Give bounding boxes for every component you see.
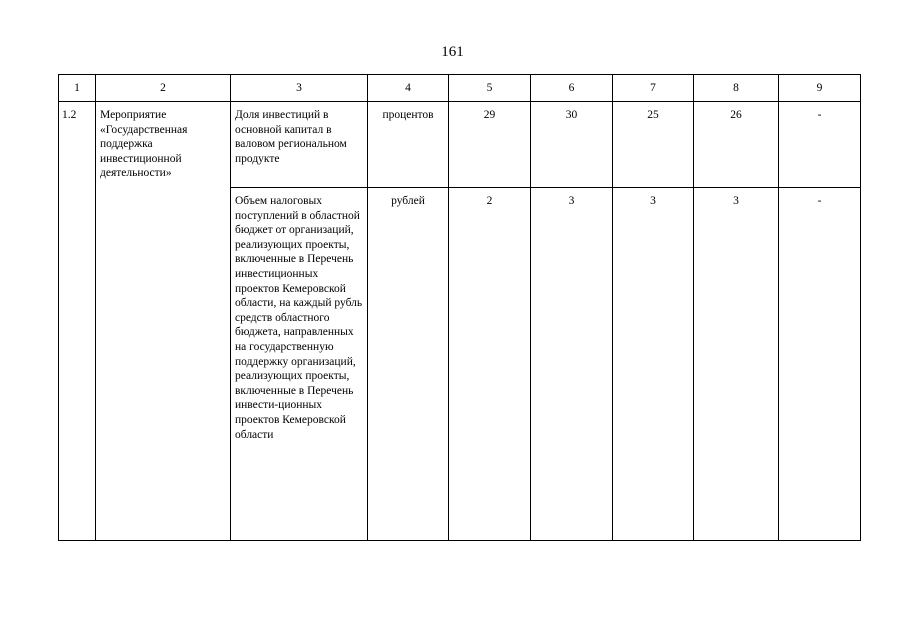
header-cell-8: 8: [694, 75, 779, 102]
value-cell-5: [449, 188, 531, 541]
value-col-7: 3: [650, 195, 656, 207]
unit-value: процентов: [382, 109, 434, 121]
value-col-5: 2: [486, 195, 493, 207]
value-cell-8: [694, 102, 779, 188]
measure-cell: [96, 102, 231, 541]
value-cell-7: [613, 188, 694, 541]
header-cell-9: 9: [779, 75, 861, 102]
header-cell-4: 4: [368, 75, 449, 102]
indicator-name: Объем налоговых поступлений в областной бюджет от организаций, реализующих проекты, включенные в Перечень инвестиционных проектов Кемеровской области, на каждый рубль средств областного бюджета, направленных на государственную поддержку организаций, реализующих проекты, включенные в Перечень инвести-ционных проектов Кемеровской области: [235, 195, 363, 441]
row-code-cell: [59, 102, 96, 541]
value-cell-7: [613, 102, 694, 188]
value-cell-6: [531, 188, 613, 541]
value-cell-9: [779, 188, 861, 541]
header-cell-2: 2: [96, 75, 231, 102]
value-col-9: -: [817, 195, 822, 207]
value-col-8: 3: [733, 195, 739, 207]
indicator-cell: [231, 102, 368, 188]
header-cell-1: 1: [59, 75, 96, 102]
value-col-8: 26: [730, 109, 742, 121]
header-cell-5: 5: [449, 75, 531, 102]
table-header-row: [59, 75, 861, 102]
unit-cell: [368, 188, 449, 541]
measure-name: Мероприятие «Государственная поддержка инвестиционной деятельности»: [100, 109, 188, 180]
value-col-5: 29: [483, 109, 496, 121]
page-number: 161: [441, 44, 464, 60]
value-cell-5: [449, 102, 531, 188]
unit-cell: [368, 102, 449, 188]
header-cell-6: 6: [531, 75, 613, 102]
header-cell-7: 7: [613, 75, 694, 102]
table-row: [59, 102, 861, 188]
header-cell-3: 3: [231, 75, 368, 102]
indicator-name: Доля инвестиций в основной капитал в валовом региональном продукте: [235, 109, 347, 165]
value-cell-6: [531, 102, 613, 188]
value-col-7: 25: [647, 109, 659, 121]
value-col-6: 3: [568, 195, 575, 207]
value-col-6: 30: [565, 109, 578, 121]
value-col-9: -: [817, 109, 822, 121]
indicator-cell: [231, 188, 368, 541]
row-code: 1.2: [62, 109, 77, 121]
value-cell-9: [779, 102, 861, 188]
unit-value: рублей: [391, 195, 425, 207]
value-cell-8: [694, 188, 779, 541]
indicator-table: [58, 74, 861, 541]
